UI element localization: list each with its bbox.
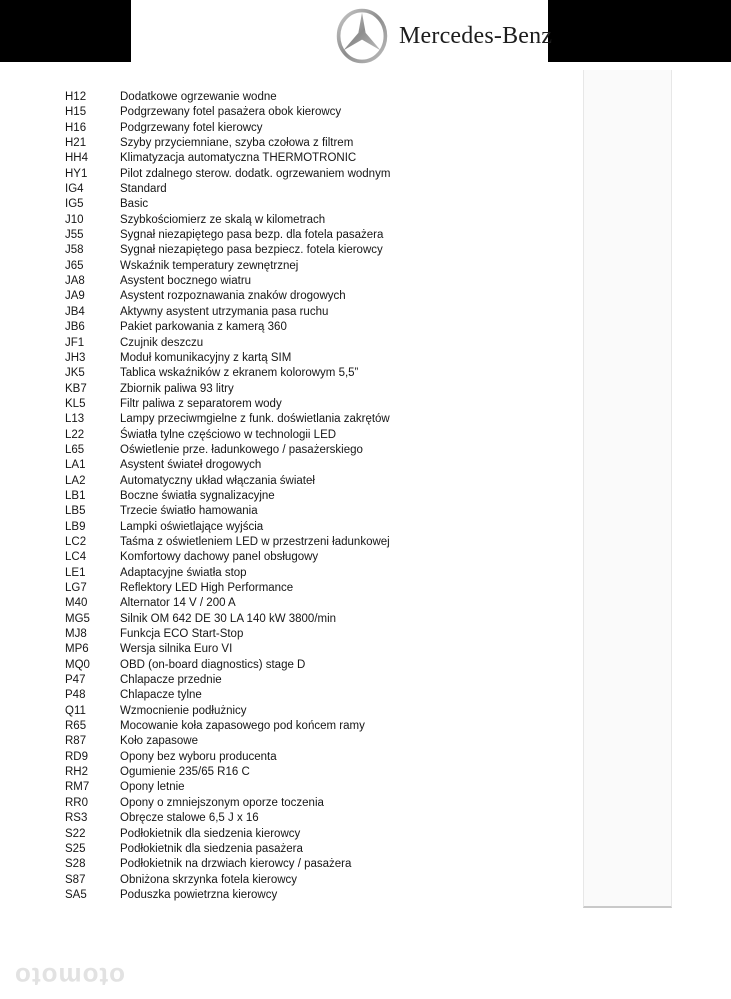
top-left-black-bar <box>0 0 131 62</box>
equipment-code: MQ0 <box>65 658 90 671</box>
top-right-black-bar <box>548 0 731 62</box>
side-panel <box>583 70 672 908</box>
equipment-description: Opony o zmniejszonym oporze toczenia <box>120 796 324 809</box>
equipment-code: JA8 <box>65 275 85 288</box>
equipment-row <box>65 704 565 719</box>
equipment-row <box>65 397 565 412</box>
equipment-code: RS3 <box>65 812 88 825</box>
equipment-code: H21 <box>65 137 87 150</box>
equipment-description: Asystent bocznego wiatru <box>120 275 252 288</box>
equipment-row <box>65 873 565 888</box>
equipment-row <box>65 182 565 197</box>
equipment-row <box>65 351 565 366</box>
equipment-row <box>65 765 565 780</box>
equipment-code: LG7 <box>65 582 87 594</box>
equipment-code: RR0 <box>65 796 89 809</box>
equipment-row <box>65 274 565 289</box>
equipment-row <box>65 750 565 765</box>
equipment-code: L22 <box>65 428 85 441</box>
equipment-row <box>65 167 565 182</box>
equipment-row <box>65 228 565 243</box>
equipment-code: HH4 <box>65 152 89 165</box>
equipment-code: JA9 <box>65 290 85 303</box>
equipment-code: LB9 <box>65 520 86 533</box>
equipment-row <box>65 780 565 795</box>
equipment-code: R65 <box>65 720 87 733</box>
equipment-row <box>65 366 565 381</box>
equipment-description: Moduł komunikacyjny z kartą SIM <box>120 351 292 364</box>
equipment-description: Wzmocnienie podłużnicy <box>120 704 247 717</box>
header-banner <box>131 0 553 62</box>
mercedes-star-icon <box>336 7 388 65</box>
equipment-code: LB5 <box>65 505 86 518</box>
equipment-row <box>65 197 565 212</box>
equipment-code: KB7 <box>65 382 87 395</box>
equipment-description: Mocowanie koła zapasowego pod końcem ramy <box>120 720 365 733</box>
equipment-description: Funkcja ECO Start-Stop <box>120 628 244 641</box>
equipment-row <box>65 688 565 703</box>
equipment-row <box>65 857 565 872</box>
equipment-row <box>65 719 565 734</box>
watermark-text: otomoto <box>14 962 125 992</box>
equipment-row <box>65 504 565 519</box>
brand-wordmark: Mercedes-Benz <box>399 23 553 49</box>
equipment-description: Pakiet parkowania z kamerą 360 <box>120 321 287 334</box>
equipment-description: Basic <box>120 198 149 211</box>
equipment-row <box>65 811 565 826</box>
equipment-row <box>65 642 565 657</box>
equipment-description: Trzecie światło hamowania <box>120 505 258 518</box>
equipment-code: IG4 <box>65 183 84 196</box>
equipment-row <box>65 412 565 427</box>
equipment-row <box>65 121 565 136</box>
equipment-row <box>65 627 565 642</box>
equipment-row <box>65 673 565 688</box>
equipment-description: Wskaźnik temperatury zewnętrznej <box>120 259 299 272</box>
equipment-code: J65 <box>65 259 84 272</box>
equipment-code: M40 <box>65 597 88 610</box>
equipment-description: Boczne światła sygnalizacyjne <box>120 489 275 502</box>
equipment-row <box>65 443 565 458</box>
equipment-row <box>65 428 565 443</box>
equipment-description: Koło zapasowe <box>120 735 198 748</box>
equipment-description: Aktywny asystent utrzymania pasa ruchu <box>120 305 329 318</box>
equipment-code: LA1 <box>65 459 86 472</box>
equipment-code: P48 <box>65 689 86 702</box>
equipment-description: Reflektory LED High Performance <box>120 582 294 594</box>
equipment-code: LC4 <box>65 551 87 564</box>
equipment-description: Poduszka powietrzna kierowcy <box>120 888 278 901</box>
equipment-description: Standard <box>120 183 167 196</box>
equipment-code: J58 <box>65 244 84 257</box>
equipment-row <box>65 888 565 903</box>
equipment-description: Lampy przeciwmgielne z funk. doświetlania zakrętów <box>120 413 390 426</box>
equipment-row <box>65 842 565 857</box>
equipment-description: Filtr paliwa z separatorem wody <box>120 397 282 410</box>
equipment-row <box>65 581 565 596</box>
equipment-description: Szybkościomierz ze skalą w kilometrach <box>120 213 326 226</box>
equipment-row <box>65 520 565 535</box>
equipment-description: Obniżona skrzynka fotela kierowcy <box>120 873 298 886</box>
equipment-code: RM7 <box>65 781 90 794</box>
equipment-description: Oświetlenie prze. ładunkowego / pasażerskiego <box>120 443 363 456</box>
equipment-code: JH3 <box>65 351 86 364</box>
equipment-code: JK5 <box>65 367 85 380</box>
equipment-row <box>65 734 565 749</box>
equipment-description: Tablica wskaźników z ekranem kolorowym 5,5” <box>120 367 359 380</box>
equipment-description: Ogumienie 235/65 R16 C <box>120 766 250 779</box>
equipment-description: Asystent rozpoznawania znaków drogowych <box>120 290 346 303</box>
equipment-code: MJ8 <box>65 628 87 641</box>
equipment-row <box>65 612 565 627</box>
equipment-description: Światła tylne częściowo w technologii LED <box>120 428 337 441</box>
equipment-code: P47 <box>65 674 86 687</box>
equipment-description: Pilot zdalnego sterow. dodatk. ogrzewaniem wodnym <box>120 167 391 180</box>
equipment-row <box>65 105 565 120</box>
equipment-row <box>65 796 565 811</box>
equipment-row <box>65 259 565 274</box>
equipment-code: JB6 <box>65 321 85 334</box>
equipment-code: S22 <box>65 827 86 840</box>
equipment-description: Podłokietnik na drzwiach kierowcy / pasażera <box>120 858 352 871</box>
equipment-code: RD9 <box>65 750 89 763</box>
equipment-description: Silnik OM 642 DE 30 LA 140 kW 3800/min <box>120 612 337 625</box>
equipment-row <box>65 305 565 320</box>
equipment-code: KL5 <box>65 397 86 410</box>
equipment-row <box>65 566 565 581</box>
equipment-description: Podłokietnik dla siedzenia kierowcy <box>120 827 301 840</box>
equipment-description: Zbiornik paliwa 93 litry <box>120 382 234 395</box>
equipment-row <box>65 474 565 489</box>
equipment-description: Automatyczny układ włączania świateł <box>120 474 315 487</box>
equipment-description: Podgrzewany fotel kierowcy <box>120 121 263 134</box>
equipment-code: LC2 <box>65 535 87 548</box>
equipment-code: MP6 <box>65 643 89 656</box>
equipment-code: R87 <box>65 735 87 748</box>
equipment-description: Komfortowy dachowy panel obsługowy <box>120 551 319 564</box>
equipment-row <box>65 320 565 335</box>
equipment-code: LB1 <box>65 489 86 502</box>
equipment-row <box>65 458 565 473</box>
equipment-row <box>65 596 565 611</box>
equipment-code: MG5 <box>65 612 90 625</box>
equipment-description: Podłokietnik dla siedzenia pasażera <box>120 842 303 855</box>
equipment-row <box>65 136 565 151</box>
equipment-description: Sygnał niezapiętego pasa bezpiecz. fotela kierowcy <box>120 244 383 257</box>
equipment-code: J55 <box>65 229 84 242</box>
equipment-description: Taśma z oświetleniem LED w przestrzeni ładunkowej <box>120 535 390 548</box>
equipment-code: JB4 <box>65 305 85 318</box>
equipment-description: Wersja silnika Euro VI <box>120 643 233 656</box>
equipment-row <box>65 90 565 105</box>
equipment-row <box>65 827 565 842</box>
equipment-code: HY1 <box>65 167 88 180</box>
equipment-code: H15 <box>65 106 87 119</box>
equipment-description: Obręcze stalowe 6,5 J x 16 <box>120 812 259 825</box>
equipment-description: Lampki oświetlające wyjścia <box>120 520 264 533</box>
equipment-description: Podgrzewany fotel pasażera obok kierowcy <box>120 106 342 119</box>
equipment-row <box>65 382 565 397</box>
equipment-row <box>65 151 565 166</box>
equipment-code: H16 <box>65 121 87 134</box>
equipment-code: S28 <box>65 858 86 871</box>
equipment-description: Alternator 14 V / 200 A <box>120 597 236 610</box>
equipment-code: RH2 <box>65 766 89 779</box>
equipment-code: H12 <box>65 91 87 103</box>
equipment-code: L13 <box>65 413 85 426</box>
equipment-code: S25 <box>65 842 86 855</box>
equipment-code: LE1 <box>65 566 86 579</box>
equipment-code: LA2 <box>65 474 86 487</box>
equipment-row <box>65 243 565 258</box>
equipment-row <box>65 336 565 351</box>
equipment-code: S87 <box>65 873 86 886</box>
equipment-description: Sygnał niezapiętego pasa bezp. dla fotela pasażera <box>120 229 384 242</box>
equipment-description: Dodatkowe ogrzewanie wodne <box>120 91 277 103</box>
equipment-row <box>65 535 565 550</box>
equipment-description: Asystent świateł drogowych <box>120 459 262 472</box>
equipment-code: JF1 <box>65 336 85 349</box>
equipment-code: Q11 <box>65 704 86 717</box>
equipment-description: Opony bez wyboru producenta <box>120 750 277 763</box>
equipment-description: Klimatyzacja automatyczna THERMOTRONIC <box>120 152 357 165</box>
equipment-code: SA5 <box>65 888 87 901</box>
equipment-code: J10 <box>65 213 84 226</box>
equipment-description: Szyby przyciemniane, szyba czołowa z filtrem <box>120 137 354 150</box>
equipment-row <box>65 658 565 673</box>
equipment-row <box>65 489 565 504</box>
equipment-list <box>65 90 565 903</box>
equipment-code: L65 <box>65 443 85 456</box>
equipment-code: IG5 <box>65 198 84 211</box>
equipment-row <box>65 213 565 228</box>
equipment-description: Chlapacze przednie <box>120 674 222 687</box>
equipment-description: Czujnik deszczu <box>120 336 204 349</box>
equipment-description: OBD (on-board diagnostics) stage D <box>120 658 306 671</box>
equipment-description: Opony letnie <box>120 781 185 794</box>
equipment-description: Chlapacze tylne <box>120 689 202 702</box>
equipment-row <box>65 289 565 304</box>
equipment-description: Adaptacyjne światła stop <box>120 566 247 579</box>
equipment-row <box>65 550 565 565</box>
